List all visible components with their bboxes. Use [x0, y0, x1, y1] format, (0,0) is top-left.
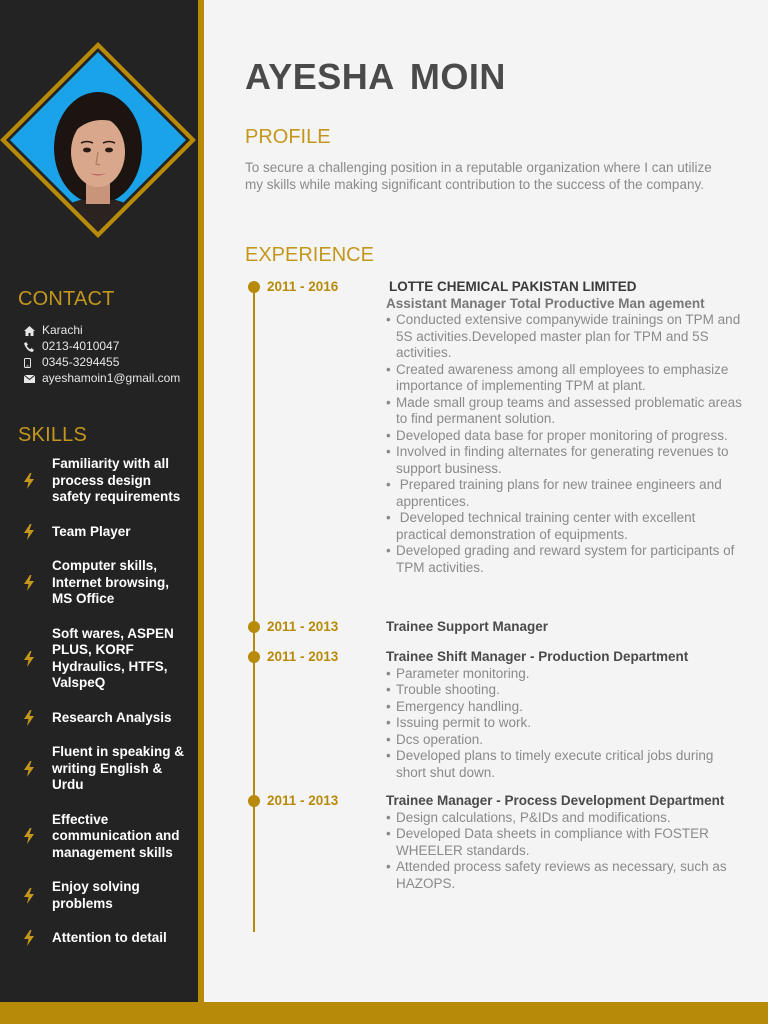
portrait-photo-icon	[0, 40, 200, 240]
experience-bullet: • Prepared training plans for new trainee engineers and apprentices.	[386, 477, 746, 510]
experience-role: Trainee Support Manager	[386, 619, 549, 634]
experience-bullet: • Involved in finding alternates for generating revenues to support business.	[386, 444, 746, 477]
profile-title: PROFILE	[245, 126, 331, 148]
experience-company: LOTTE CHEMICAL PAKISTAN LIMITED	[389, 279, 637, 294]
timeline-dot	[248, 281, 260, 293]
experience-bullets	[386, 810, 746, 893]
experience-bullet: • Trouble shooting.	[386, 682, 746, 699]
contact-location-text: Karachi	[42, 323, 83, 337]
experience-bullet: • Developed technical training center with excellent practical demonstration of equipments.	[386, 510, 746, 543]
experience-bullet: • Design calculations, P&IDs and modifications.	[386, 810, 746, 827]
contact-mobile	[24, 356, 184, 369]
contact-phone-text[interactable]: 0213-4010047	[42, 339, 120, 353]
experience-bullets	[386, 666, 746, 782]
lightning-bolt-icon	[24, 828, 52, 844]
timeline-dot	[248, 651, 260, 663]
skill-item	[24, 879, 184, 912]
skill-item	[24, 524, 184, 541]
skill-item	[24, 710, 184, 727]
profile-text: To secure a challenging position in a reputable organization where I can utilize my skills while making significant contribution to the success of the company.	[245, 160, 712, 192]
phone-icon	[24, 340, 42, 353]
lightning-bolt-icon	[24, 651, 52, 667]
lightning-bolt-icon	[24, 930, 52, 946]
experience-body	[386, 649, 746, 781]
experience-bullet: • Developed Data sheets in compliance with FOSTER WHEELER standards.	[386, 826, 746, 859]
experience-bullet: • Created awareness among all employees to emphasize importance of implementing TPM at plant.	[386, 362, 746, 395]
skill-text: Computer skills, Internet browsing, MS Office	[52, 558, 170, 606]
profile-photo	[0, 40, 200, 240]
contact-title: CONTACT	[18, 288, 115, 310]
experience-bullet: • Dcs operation.	[386, 732, 746, 749]
skill-item	[24, 456, 184, 506]
timeline-dot	[248, 795, 260, 807]
experience-bullets	[386, 312, 746, 576]
experience-bullet: • Conducted extensive companywide trainings on TPM and 5S activities.Developed master plan for TPM and 5S activities.	[386, 312, 746, 362]
contact-email-text[interactable]: ayeshamoin1@gmail.com	[42, 371, 181, 385]
experience-bullet: • Made small group teams and assessed problematic areas to find permanent solution.	[386, 395, 746, 428]
timeline-line	[253, 286, 255, 932]
mail-icon	[24, 372, 42, 385]
experience-bullet: • Developed plans to timely execute critical jobs during short shut down.	[386, 748, 746, 781]
experience-role: Trainee Manager - Process Development Department	[386, 793, 725, 808]
skill-text: Familiarity with all process design safety requirements	[52, 456, 181, 504]
experience-bullet: • Parameter monitoring.	[386, 666, 746, 683]
experience-date: 2011 - 2013	[267, 793, 339, 808]
skill-text: Enjoy solving problems	[52, 879, 140, 911]
skill-text: Soft wares, ASPEN PLUS, KORF Hydraulics, HTFS, ValspeQ	[52, 625, 174, 690]
skill-item	[24, 930, 184, 947]
mobile-icon	[24, 356, 42, 369]
lightning-bolt-icon	[24, 888, 52, 904]
footer-bar	[0, 1002, 768, 1024]
skill-item	[24, 626, 184, 692]
skills-list	[24, 456, 184, 965]
experience-bullet: • Issuing permit to work.	[386, 715, 746, 732]
experience-body	[386, 279, 746, 576]
contact-email	[24, 372, 184, 385]
experience-date: 2011 - 2016	[267, 279, 339, 294]
experience-bullet: • Emergency handling.	[386, 699, 746, 716]
lightning-bolt-icon	[24, 710, 52, 726]
contact-location	[24, 324, 184, 337]
skills-title: SKILLS	[18, 424, 88, 446]
skill-item	[24, 744, 184, 794]
lightning-bolt-icon	[24, 575, 52, 591]
lightning-bolt-icon	[24, 473, 52, 489]
skill-item	[24, 812, 184, 862]
home-icon	[24, 324, 42, 337]
experience-role: Assistant Manager Total Productive Man agement	[386, 295, 705, 311]
experience-bullet: • Attended process safety reviews as necessary, such as HAZOPS.	[386, 859, 746, 892]
experience-bullet: • Developed data base for proper monitoring of progress.	[386, 428, 746, 445]
skill-text: Team Player	[52, 523, 131, 539]
contact-mobile-text[interactable]: 0345-3294455	[42, 355, 120, 369]
skill-text: Attention to detail	[52, 930, 167, 945]
experience-title: EXPERIENCE	[245, 244, 374, 266]
contact-list	[24, 324, 184, 388]
skill-text: Effective communication and management skills	[52, 811, 180, 860]
lightning-bolt-icon	[24, 761, 52, 777]
experience-body	[386, 793, 746, 892]
skill-text: Fluent in speaking & writing English & Urdu	[52, 744, 185, 792]
experience-role: Trainee Shift Manager - Production Department	[386, 649, 689, 664]
experience-bullet: • Developed grading and reward system for participants of TPM activities.	[386, 543, 746, 576]
skill-text: Research Analysis	[52, 709, 172, 725]
candidate-name: AYESHA MOIN	[245, 56, 506, 97]
experience-date: 2011 - 2013	[267, 619, 339, 634]
skill-item	[24, 558, 184, 608]
experience-date: 2011 - 2013	[267, 649, 339, 664]
experience-body	[386, 619, 746, 636]
contact-phone	[24, 340, 184, 353]
lightning-bolt-icon	[24, 524, 52, 540]
timeline-dot	[248, 621, 260, 633]
